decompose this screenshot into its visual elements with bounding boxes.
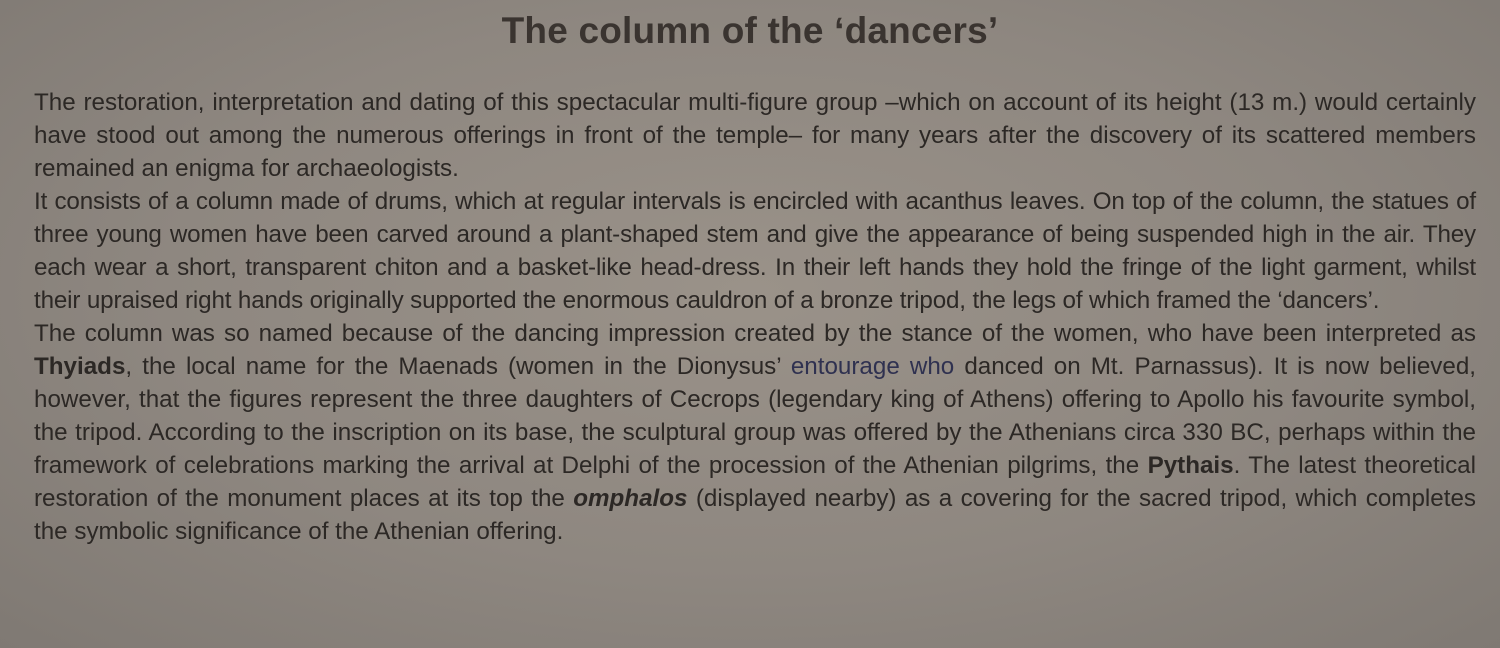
term-thyiads: Thyiads xyxy=(34,353,126,380)
paragraph-text-segment: The column was so named because of the dancing impression created by the stance of the women, who have been interpreted as xyxy=(34,320,1476,347)
paragraph-restoration: The restoration, interpretation and dating of this spectacular multi-figure group –which on account of its height (13 m.) would certainly have stood out among the numerous offerings in front of the temple– for many years after the discovery of its scattered members remained an enigma for archaeologists. xyxy=(34,89,1476,182)
term-pythais: Pythais xyxy=(1147,452,1234,479)
label-body xyxy=(34,86,1476,548)
paragraph-interpretation xyxy=(34,317,1476,548)
term-omphalos: omphalos xyxy=(573,485,688,512)
paragraph-text-segment: entourage who xyxy=(790,353,955,380)
label-title: The column of the ‘dancers’ xyxy=(501,10,999,51)
paragraph-text-segment: danced on Mt. Parnassus). It is now believed, however, that the figures represent the three daughters of Cecrops (legendary king of Athens) offering to Apollo his favourite symbol, the tripod. According to the inscription on its base, the sculptural group was offered by the Athenians circa 330 BC, perhaps within the framework of celebrations marking the arrival at Delphi of the procession of the Athenian pilgrims, the xyxy=(34,353,1476,479)
paragraph-description: It consists of a column made of drums, which at regular intervals is encircled with acanthus leaves. On top of the column, the statues of three young women have been carved around a plant-shaped stem and give the appearance of being suspended high in the air. They each wear a short, transparent chiton and a basket-like head-dress. In their left hands they hold the fringe of the light garment, whilst their upraised right hands originally supported the enormous cauldron of a bronze tripod, the legs of which framed the ‘dancers’. xyxy=(34,188,1476,314)
paragraph-text-segment: . The latest theoretical restoration of the monument places at its top the xyxy=(34,452,1476,512)
paragraph-text-segment: , the local name for the Maenads (women in the Dionysus’ xyxy=(125,353,791,380)
paragraph-text-segment: (displayed nearby) as a covering for the sacred tripod, which completes the symbolic significance of the Athenian offering. xyxy=(34,485,1476,545)
